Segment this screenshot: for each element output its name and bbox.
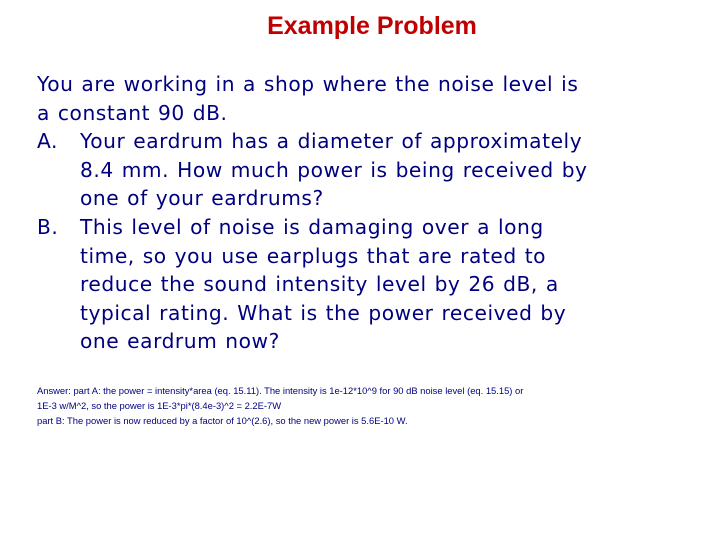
item-line: Your eardrum has a diameter of approximately [80, 129, 583, 154]
item-line: one eardrum now? [80, 329, 280, 354]
answer-text [37, 383, 677, 428]
answer-line: 1E-3 w/M^2, so the power is 1E-3*pi*(8.4e-3)^2 = 2.2E-7W [37, 400, 282, 411]
problem-text [37, 70, 637, 356]
answer-line: Answer: part A: the power = intensity*area (eq. 15.11). The intensity is 1e-12*10^9 for 90 dB noise level (eq. 15.15) or [37, 385, 524, 396]
problem-item-b [37, 213, 637, 356]
item-line: reduce the sound intensity level by 26 dB, a [80, 272, 559, 297]
item-marker: B. [37, 214, 59, 239]
answer-line: part B: The power is now reduced by a factor of 10^(2.6), so the new power is 5.6E-10 W. [37, 415, 408, 426]
problem-item-a [37, 127, 637, 213]
item-line: one of your eardrums? [80, 186, 324, 211]
intro-line: a constant 90 dB. [37, 100, 228, 125]
item-marker: A. [37, 129, 58, 154]
item-line: 8.4 mm. How much power is being received by [80, 157, 588, 182]
item-line: typical rating. What is the power received by [80, 300, 567, 325]
intro-line: You are working in a shop where the noise level is [37, 72, 579, 96]
slide-title: Example Problem [267, 12, 477, 40]
item-line: This level of noise is damaging over a long [80, 214, 544, 239]
item-line: time, so you use earplugs that are rated to [80, 243, 547, 268]
